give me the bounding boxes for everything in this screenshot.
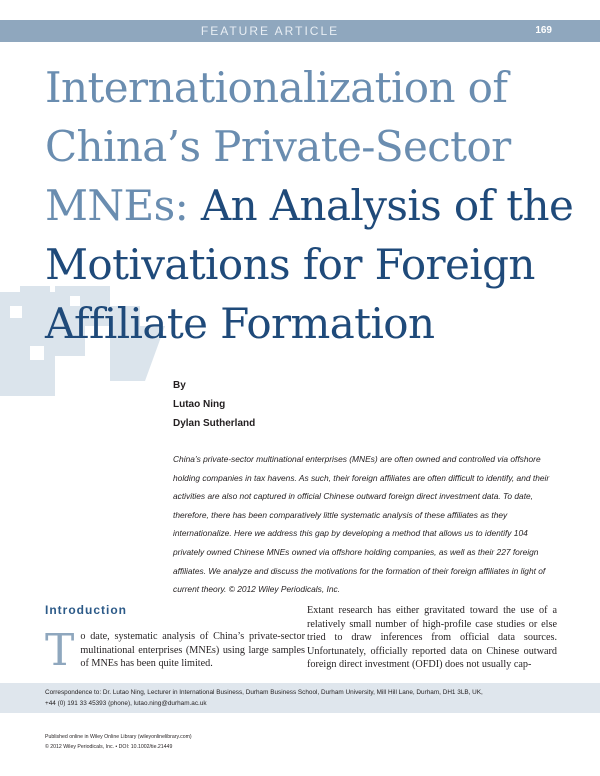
correspondence-line-2: +44 (0) 191 33 45393 (phone), lutao.ning@durham.ac.uk <box>45 700 207 707</box>
title-line-3 <box>45 176 575 235</box>
byline-by: By <box>173 380 186 391</box>
body-column-left <box>45 630 305 672</box>
title-line-2: China’s Private-Sector <box>45 122 511 171</box>
page-number: 169 <box>535 25 552 36</box>
title-line-3-dark: An Analysis of the <box>188 181 574 230</box>
byline <box>173 376 255 433</box>
title-line-4: Motivations for Foreign <box>45 240 535 289</box>
title-line-1: Internationalization of <box>45 63 508 112</box>
title-line-5: Affiliate Formation <box>45 299 435 348</box>
article-title <box>45 58 575 353</box>
correspondence-text <box>45 687 565 709</box>
publication-footer <box>45 732 192 752</box>
drop-cap: T <box>45 630 75 672</box>
correspondence-line-1: Correspondence to: Dr. Lutao Ning, Lecturer in International Business, Durham Business School, Durham University, Mill Hill Lane, Durham, DH1 3LB, UK, <box>45 689 483 696</box>
author-name: Lutao Ning <box>173 399 226 410</box>
correspondence-band <box>0 683 600 713</box>
title-line-3-light: MNEs: <box>45 181 189 230</box>
section-label: FEATURE ARTICLE <box>200 24 340 38</box>
body-column-right: Extant research has either gravitated toward the use of a relatively small number of high-profile case studies or else tried to draw inferences from official data sources. Unfortunately, officially reported data on Chinese outward foreign direct investment (OFDI) does not usually cap- <box>307 605 557 671</box>
footer-line-1: Published online in Wiley Online Library (wileyonlinelibrary.com) <box>45 734 192 740</box>
body-text-left: o date, systematic analysis of China’s private-sector multinational enterprises (MNEs) using large samples of MNEs has been quite limited. <box>80 631 305 670</box>
abstract: China’s private-sector multinational enterprises (MNEs) are often owned and controlled via offshore holding companies in tax havens. As such, their foreign affiliates are often difficult to identify, and their activities are also not captured in official Chinese outward foreign direct investment data. To date, therefore, there has been comparatively little systematic analysis of these affiliates as they internationalize. Here we address this gap by developing a method that allows us to identify 104 privately owned Chinese MNEs owned via offshore holding companies, as well as their 227 foreign affiliates. We analyze and discuss the motivations for the formation of their foreign affiliates in light of current theory. © 2012 Wiley Periodicals, Inc. <box>173 454 550 595</box>
footer-line-2: © 2012 Wiley Periodicals, Inc. • DOI: 10.1002/tie.21449 <box>45 744 173 750</box>
section-heading-introduction: Introduction <box>45 603 127 617</box>
author-name: Dylan Sutherland <box>173 418 256 429</box>
feature-article-band <box>0 20 600 42</box>
